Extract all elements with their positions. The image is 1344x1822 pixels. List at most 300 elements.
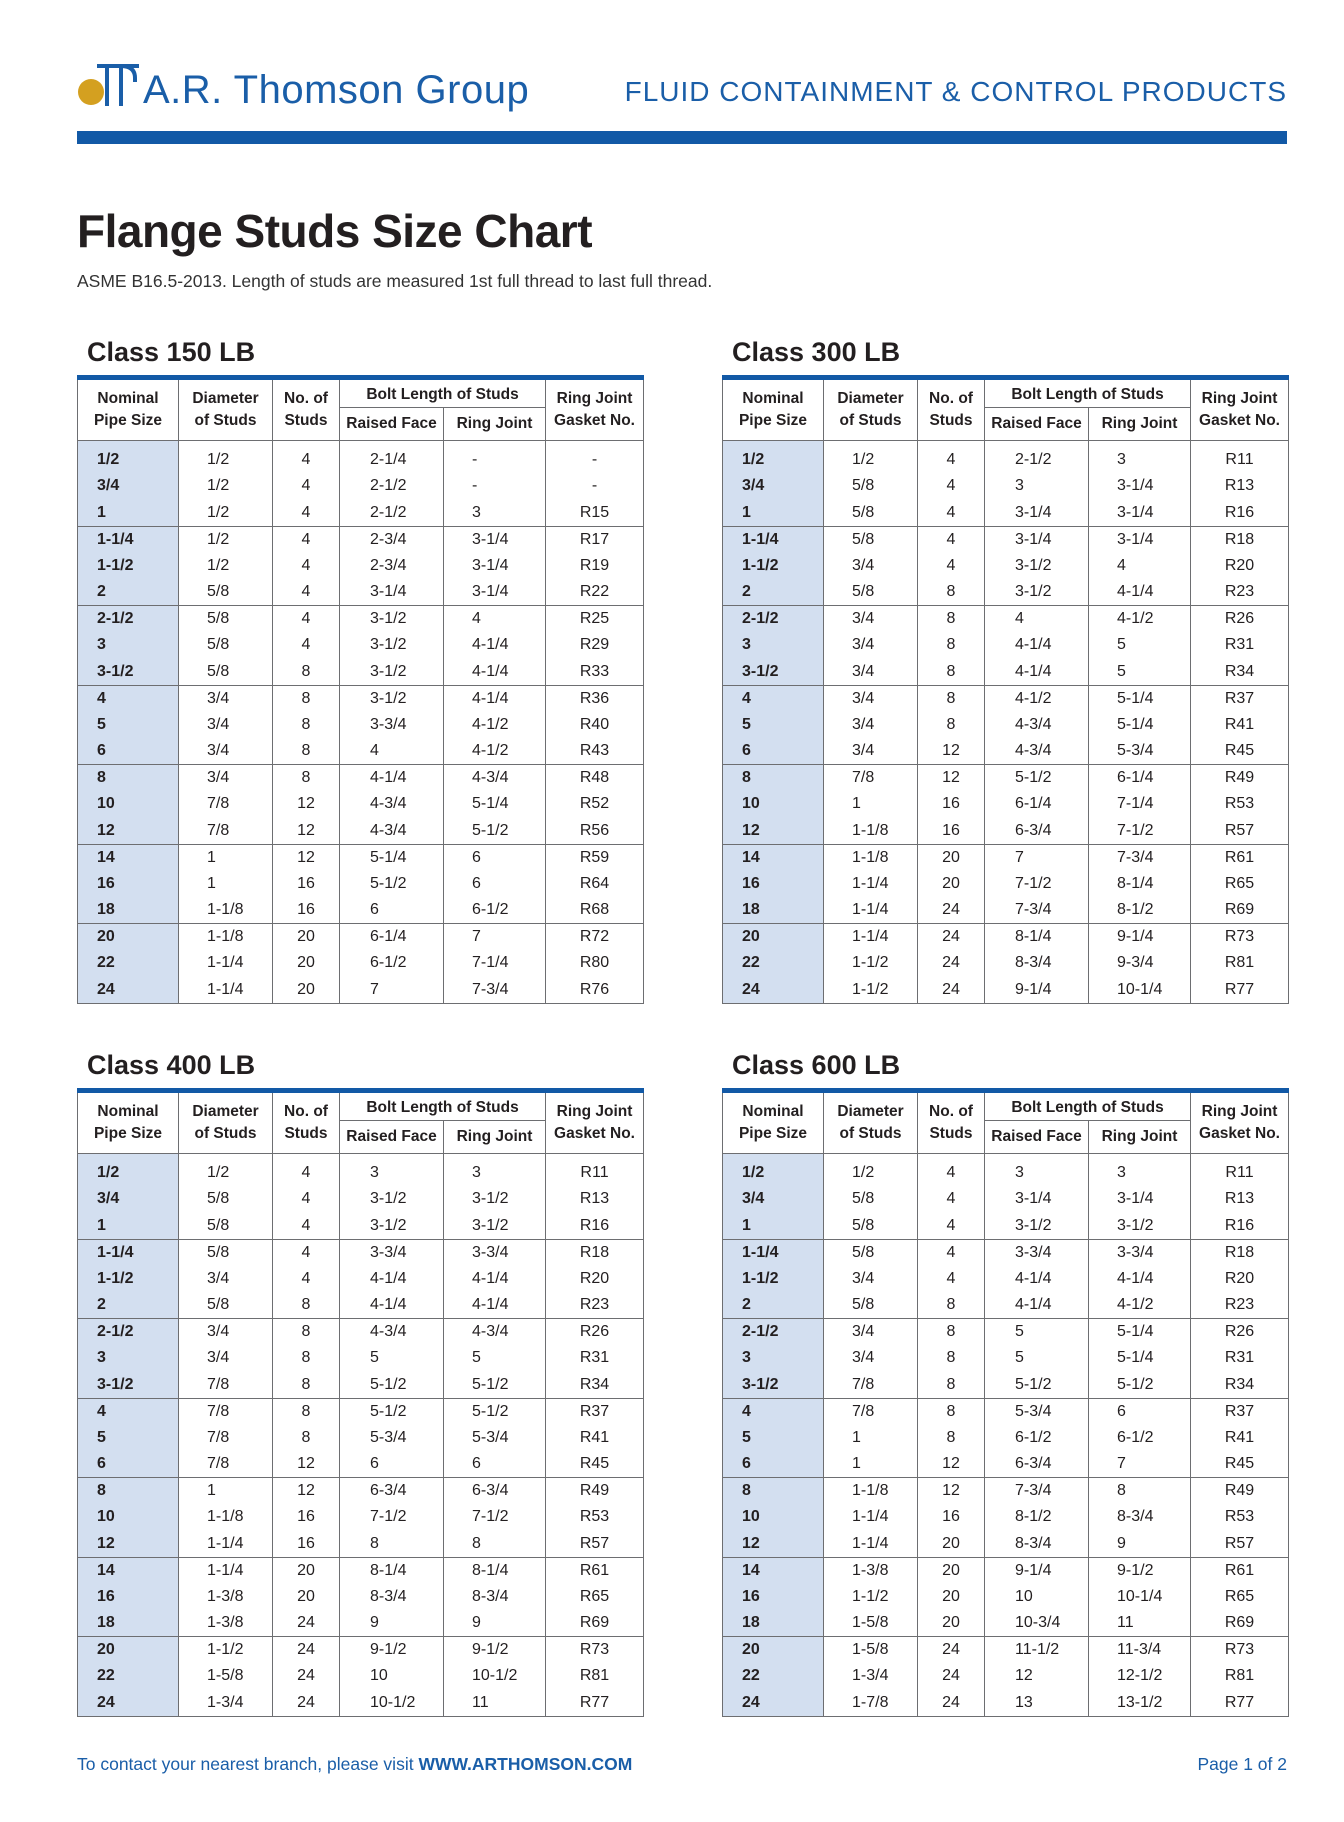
table-row: [723, 1266, 1289, 1293]
raised-face-length-cell: 4-1/4: [340, 1266, 444, 1293]
table-row: [78, 1478, 644, 1505]
raised-face-length-cell: 10: [340, 1663, 444, 1690]
gasket-number-cell: R76: [546, 977, 644, 1004]
header-rule: [77, 131, 1287, 144]
stud-diameter-cell: 3/4: [824, 712, 918, 739]
stud-diameter-cell: 1: [824, 791, 918, 818]
raised-face-length-cell: 5-1/2: [340, 1398, 444, 1425]
nominal-pipe-size-cell: 24: [78, 977, 179, 1004]
table-row: [723, 1663, 1289, 1690]
tagline: FLUID CONTAINMENT & CONTROL PRODUCTS: [624, 76, 1287, 107]
ring-joint-length-cell: 10-1/4: [1089, 1584, 1191, 1611]
stud-diameter-cell: 3/4: [824, 1266, 918, 1293]
nominal-pipe-size-cell: 1: [78, 500, 179, 527]
stud-count-cell: 8: [918, 1292, 985, 1319]
header-line: Nominal: [742, 1103, 804, 1120]
ring-joint-length-cell: 4-1/2: [444, 738, 546, 765]
stud-diameter-cell: 5/8: [824, 500, 918, 527]
table-row: [723, 1345, 1289, 1372]
table-row: [78, 1451, 644, 1478]
nominal-pipe-size-cell: 10: [723, 1504, 824, 1531]
gasket-number-cell: R37: [546, 1398, 644, 1425]
brand-name: A.R. Thomson Group: [143, 68, 530, 112]
stud-diameter-cell: 5/8: [824, 1292, 918, 1319]
gasket-number-cell: R45: [1191, 738, 1289, 765]
ring-joint-length-cell: 4-3/4: [444, 765, 546, 792]
page-number: Page 1 of 2: [1197, 1754, 1287, 1774]
gasket-number-cell: R69: [1191, 897, 1289, 924]
ring-joint-length-cell: 3-1/4: [444, 526, 546, 553]
stud-count-cell: 20: [918, 1610, 985, 1637]
flange-studs-table: [722, 1088, 1289, 1717]
stud-count-cell: 8: [273, 712, 340, 739]
raised-face-header: Raised Face: [985, 408, 1089, 441]
raised-face-length-cell: 4: [985, 606, 1089, 633]
stud-diameter-cell: 1-1/2: [824, 1584, 918, 1611]
stud-diameter-cell: 1-1/8: [179, 924, 273, 951]
ring-joint-length-cell: 5-1/2: [444, 1372, 546, 1399]
class-title: Class 150 LB: [87, 337, 256, 367]
gasket-number-cell: R34: [1191, 1372, 1289, 1399]
gasket-number-cell: R15: [546, 500, 644, 527]
raised-face-length-cell: 6-3/4: [985, 1451, 1089, 1478]
raised-face-length-cell: 3-1/4: [985, 526, 1089, 553]
nominal-pipe-size-cell: 3-1/2: [78, 659, 179, 686]
nominal-pipe-size-cell: 5: [723, 712, 824, 739]
stud-count-cell: 12: [273, 1451, 340, 1478]
nominal-pipe-size-cell: 2: [723, 1292, 824, 1319]
table-row: [78, 897, 644, 924]
stud-count-cell: 8: [273, 1292, 340, 1319]
stud-count-cell: 4: [273, 473, 340, 500]
stud-count-cell: 4: [273, 500, 340, 527]
header-line: Ring Joint: [556, 390, 633, 407]
raised-face-length-cell: 3-1/2: [985, 1213, 1089, 1240]
ring-joint-length-cell: 4-1/4: [444, 685, 546, 712]
gasket-number-cell: R65: [1191, 1584, 1289, 1611]
ring-joint-length-cell: 4-1/2: [444, 712, 546, 739]
stud-diameter-cell: 5/8: [179, 1292, 273, 1319]
ring-joint-length-cell: 7-1/4: [1089, 791, 1191, 818]
raised-face-length-cell: 3-3/4: [340, 1239, 444, 1266]
stud-diameter-cell: 1-7/8: [824, 1690, 918, 1717]
ring-joint-length-cell: 3-1/2: [444, 1186, 546, 1213]
table-row: [78, 632, 644, 659]
stud-diameter-cell: 1/2: [179, 473, 273, 500]
gasket-number-cell: R52: [546, 791, 644, 818]
raised-face-length-cell: 2-1/2: [985, 441, 1089, 474]
stud-count-cell: 12: [918, 1478, 985, 1505]
stud-diameter-cell: 1/2: [179, 500, 273, 527]
nominal-pipe-size-cell: 16: [78, 1584, 179, 1611]
stud-count-cell: 20: [918, 1531, 985, 1558]
raised-face-length-cell: 2-1/2: [340, 473, 444, 500]
stud-diameter-cell: 3/4: [824, 738, 918, 765]
table-row: [723, 659, 1289, 686]
gasket-header: [546, 1091, 644, 1154]
gasket-number-cell: R61: [1191, 844, 1289, 871]
table-row: [723, 871, 1289, 898]
stud-diameter-cell: 5/8: [824, 1213, 918, 1240]
footer-contact-text: To contact your nearest branch, please visit: [77, 1754, 414, 1774]
header-line: Pipe Size: [93, 412, 163, 429]
table-row: [78, 1213, 644, 1240]
table-row: [78, 1154, 644, 1187]
raised-face-length-cell: 6: [340, 897, 444, 924]
gasket-number-cell: R18: [1191, 526, 1289, 553]
stud-diameter-cell: 3/4: [824, 553, 918, 580]
diameter-header: [179, 1091, 273, 1154]
ring-joint-length-cell: 8-1/2: [1089, 897, 1191, 924]
ring-joint-length-cell: 6: [444, 871, 546, 898]
gasket-number-cell: R56: [546, 818, 644, 845]
ring-joint-length-cell: 6-3/4: [444, 1478, 546, 1505]
raised-face-length-cell: 4-1/4: [340, 1292, 444, 1319]
ring-joint-length-cell: 5-1/4: [1089, 1319, 1191, 1346]
stud-diameter-cell: 5/8: [824, 473, 918, 500]
table-row: [78, 1531, 644, 1558]
stud-count-cell: 4: [918, 441, 985, 474]
gasket-number-cell: R20: [1191, 553, 1289, 580]
stud-diameter-cell: 1: [179, 844, 273, 871]
stud-count-cell: 4: [918, 473, 985, 500]
gasket-number-cell: R40: [546, 712, 644, 739]
table-row: [723, 897, 1289, 924]
stud-count-cell: 12: [273, 818, 340, 845]
nominal-pipe-size-cell: 12: [78, 818, 179, 845]
table-row: [78, 1319, 644, 1346]
stud-diameter-cell: 7/8: [824, 1398, 918, 1425]
ring-joint-length-cell: 4-1/2: [1089, 1292, 1191, 1319]
stud-diameter-cell: 1-1/4: [824, 1531, 918, 1558]
gasket-number-cell: R53: [1191, 791, 1289, 818]
header-line: Nominal: [97, 1103, 159, 1120]
stud-diameter-cell: 1-1/4: [179, 977, 273, 1004]
header-line: Pipe Size: [738, 412, 808, 429]
nominal-pipe-size-cell: 14: [723, 844, 824, 871]
nominal-pipe-size-cell: 4: [723, 1398, 824, 1425]
ring-joint-length-cell: 8: [444, 1531, 546, 1558]
stud-diameter-cell: 7/8: [179, 1372, 273, 1399]
raised-face-length-cell: 3-3/4: [340, 712, 444, 739]
ring-joint-length-cell: -: [444, 473, 546, 500]
ring-joint-length-cell: 9-1/4: [1089, 924, 1191, 951]
stud-count-cell: 8: [918, 712, 985, 739]
stud-count-cell: 4: [273, 606, 340, 633]
raised-face-length-cell: 7-3/4: [985, 1478, 1089, 1505]
stud-count-cell: 12: [273, 1478, 340, 1505]
table-row: [78, 1266, 644, 1293]
table-row: [78, 871, 644, 898]
raised-face-length-cell: 5: [340, 1345, 444, 1372]
gasket-number-cell: R81: [546, 1663, 644, 1690]
gasket-number-cell: R13: [1191, 1186, 1289, 1213]
header-line: Diameter: [192, 1103, 259, 1120]
ring-joint-length-cell: 5-1/2: [444, 1398, 546, 1425]
gasket-number-cell: R22: [546, 579, 644, 606]
class-title: Class 600 LB: [732, 1050, 901, 1080]
stud-diameter-cell: 3/4: [824, 606, 918, 633]
nominal-pipe-size-cell: 8: [78, 1478, 179, 1505]
stud-count-header: [918, 378, 985, 441]
raised-face-length-cell: 4-1/4: [985, 1266, 1089, 1293]
gasket-number-cell: R20: [546, 1266, 644, 1293]
stud-diameter-cell: 7/8: [824, 1372, 918, 1399]
ring-joint-length-cell: 8-3/4: [1089, 1504, 1191, 1531]
gasket-number-cell: -: [546, 441, 644, 474]
stud-count-cell: 20: [918, 844, 985, 871]
raised-face-length-cell: 4-1/4: [340, 765, 444, 792]
stud-diameter-cell: 3/4: [179, 765, 273, 792]
stud-diameter-cell: 1/2: [179, 441, 273, 474]
stud-diameter-cell: 5/8: [179, 1239, 273, 1266]
nominal-pipe-size-cell: 18: [723, 1610, 824, 1637]
raised-face-length-cell: 4-3/4: [985, 738, 1089, 765]
bolt-length-header: Bolt Length of Studs: [340, 1091, 546, 1121]
ring-joint-length-cell: 5-1/2: [444, 818, 546, 845]
stud-count-cell: 20: [918, 1584, 985, 1611]
stud-count-cell: 4: [273, 1154, 340, 1187]
flange-studs-table: [722, 375, 1289, 1004]
gasket-number-cell: R13: [546, 1186, 644, 1213]
table-row: [78, 924, 644, 951]
gasket-number-cell: R17: [546, 526, 644, 553]
header-line: Studs: [929, 1125, 973, 1142]
ring-joint-length-cell: 7: [444, 924, 546, 951]
table-row: [78, 441, 644, 474]
raised-face-length-cell: 6-1/2: [985, 1425, 1089, 1452]
raised-face-length-cell: 8-1/4: [340, 1557, 444, 1584]
raised-face-header: Raised Face: [340, 408, 444, 441]
header-line: Diameter: [837, 390, 904, 407]
stud-diameter-cell: 5/8: [179, 632, 273, 659]
ring-joint-length-cell: 5: [1089, 659, 1191, 686]
raised-face-length-cell: 4-3/4: [340, 1319, 444, 1346]
gasket-number-cell: R11: [1191, 1154, 1289, 1187]
raised-face-length-cell: 3-1/2: [340, 659, 444, 686]
table-row: [723, 844, 1289, 871]
ring-joint-length-cell: 7-3/4: [1089, 844, 1191, 871]
stud-count-cell: 20: [273, 1557, 340, 1584]
ring-joint-length-cell: 6: [444, 1451, 546, 1478]
gasket-number-cell: R68: [546, 897, 644, 924]
stud-diameter-cell: 1-1/2: [824, 977, 918, 1004]
stud-count-cell: 12: [273, 791, 340, 818]
stud-diameter-cell: 1-3/8: [179, 1584, 273, 1611]
stud-diameter-cell: 1/2: [179, 526, 273, 553]
raised-face-length-cell: 3: [985, 1154, 1089, 1187]
raised-face-length-cell: 4-1/4: [985, 632, 1089, 659]
table-row: [78, 765, 644, 792]
raised-face-length-cell: 9-1/4: [985, 1557, 1089, 1584]
table-row: [723, 950, 1289, 977]
ring-joint-length-cell: 7-1/4: [444, 950, 546, 977]
nominal-pipe-size-cell: 22: [78, 1663, 179, 1690]
stud-count-cell: 8: [273, 1372, 340, 1399]
ring-joint-length-cell: 9-1/2: [1089, 1557, 1191, 1584]
header-line: Gasket No.: [1199, 412, 1280, 429]
gasket-number-cell: R29: [546, 632, 644, 659]
gasket-number-cell: R23: [1191, 1292, 1289, 1319]
table-row: [78, 1637, 644, 1664]
gasket-number-cell: R19: [546, 553, 644, 580]
nominal-pipe-size-cell: 22: [723, 950, 824, 977]
raised-face-length-cell: 5-3/4: [985, 1398, 1089, 1425]
gasket-number-cell: R11: [1191, 441, 1289, 474]
raised-face-length-cell: 8-1/2: [985, 1504, 1089, 1531]
raised-face-length-cell: 8-3/4: [340, 1584, 444, 1611]
ring-joint-length-cell: 3-3/4: [444, 1239, 546, 1266]
bolt-length-header: Bolt Length of Studs: [985, 1091, 1191, 1121]
stud-count-cell: 4: [918, 1186, 985, 1213]
stud-diameter-cell: 7/8: [824, 765, 918, 792]
raised-face-length-cell: 12: [985, 1663, 1089, 1690]
raised-face-length-cell: 6-3/4: [985, 818, 1089, 845]
stud-count-cell: 12: [273, 844, 340, 871]
nominal-pipe-size-cell: 3: [78, 1345, 179, 1372]
stud-count-cell: 20: [273, 924, 340, 951]
stud-count-cell: 4: [273, 441, 340, 474]
header-line: Studs: [284, 1125, 328, 1142]
stud-diameter-cell: 1/2: [179, 553, 273, 580]
stud-diameter-cell: 7/8: [179, 818, 273, 845]
stud-count-cell: 24: [918, 977, 985, 1004]
gasket-header: [1191, 378, 1289, 441]
stud-count-cell: 8: [273, 1319, 340, 1346]
gasket-number-cell: R11: [546, 1154, 644, 1187]
table-row: [723, 1584, 1289, 1611]
table-row: [723, 712, 1289, 739]
raised-face-length-cell: 7-1/2: [340, 1504, 444, 1531]
ring-joint-length-cell: 4-1/2: [1089, 606, 1191, 633]
diameter-header: [824, 1091, 918, 1154]
stud-count-cell: 8: [918, 606, 985, 633]
ring-joint-length-cell: 8-1/4: [1089, 871, 1191, 898]
table-row: [78, 473, 644, 500]
stud-diameter-cell: 7/8: [179, 1451, 273, 1478]
gasket-number-cell: R13: [1191, 473, 1289, 500]
nominal-pipe-size-cell: 1-1/4: [78, 1239, 179, 1266]
stud-count-header: [273, 378, 340, 441]
website-link[interactable]: WWW.ARTHOMSON.COM: [418, 1754, 633, 1774]
diameter-header: [824, 378, 918, 441]
nominal-pipe-size-cell: 1-1/2: [723, 553, 824, 580]
ring-joint-header: Ring Joint: [1089, 408, 1191, 441]
header-line: Gasket No.: [554, 412, 635, 429]
nominal-pipe-size-cell: 3: [723, 1345, 824, 1372]
ring-joint-length-cell: 3-1/4: [1089, 500, 1191, 527]
nominal-pipe-size-cell: 6: [78, 1451, 179, 1478]
ring-joint-length-cell: 6-1/2: [1089, 1425, 1191, 1452]
stud-count-cell: 24: [273, 1690, 340, 1717]
nominal-pipe-size-cell: 18: [78, 897, 179, 924]
ring-joint-length-cell: 3-1/2: [444, 1213, 546, 1240]
table-row: [723, 791, 1289, 818]
gasket-number-cell: R53: [1191, 1504, 1289, 1531]
nominal-pipe-size-cell: 2-1/2: [78, 606, 179, 633]
nominal-pipe-size-cell: 1-1/2: [723, 1266, 824, 1293]
table-row: [723, 1610, 1289, 1637]
stud-diameter-cell: 3/4: [179, 712, 273, 739]
nominal-pipe-size-cell: 1-1/2: [78, 553, 179, 580]
stud-diameter-cell: 7/8: [179, 791, 273, 818]
nominal-pipe-size-cell: 12: [78, 1531, 179, 1558]
raised-face-length-cell: 5-3/4: [340, 1425, 444, 1452]
table-row: [723, 1372, 1289, 1399]
nominal-pipe-size-cell: 3: [723, 632, 824, 659]
raised-face-length-cell: 10: [985, 1584, 1089, 1611]
raised-face-length-cell: 5: [985, 1319, 1089, 1346]
table-row: [723, 1504, 1289, 1531]
stud-diameter-cell: 3/4: [824, 1345, 918, 1372]
raised-face-length-cell: 3-1/4: [985, 500, 1089, 527]
raised-face-length-cell: 9-1/2: [340, 1637, 444, 1664]
nominal-pipe-size-cell: 1: [78, 1213, 179, 1240]
gasket-number-cell: R16: [1191, 1213, 1289, 1240]
stud-diameter-cell: 1-1/8: [179, 897, 273, 924]
stud-diameter-cell: 1-1/4: [824, 897, 918, 924]
raised-face-length-cell: 4-1/4: [985, 659, 1089, 686]
nominal-pipe-size-header: [78, 1091, 179, 1154]
ring-joint-length-cell: 3: [444, 1154, 546, 1187]
stud-diameter-cell: 1-1/4: [179, 1557, 273, 1584]
table-row: [78, 526, 644, 553]
gasket-number-cell: R72: [546, 924, 644, 951]
stud-count-cell: 8: [918, 685, 985, 712]
stud-diameter-cell: 3/4: [824, 632, 918, 659]
stud-count-cell: 16: [918, 1504, 985, 1531]
stud-diameter-cell: 5/8: [179, 659, 273, 686]
stud-count-cell: 8: [918, 659, 985, 686]
raised-face-length-cell: 3-1/2: [985, 579, 1089, 606]
table-row: [78, 606, 644, 633]
header-line: No. of: [929, 1103, 973, 1120]
table-row: [723, 1531, 1289, 1558]
gasket-number-cell: R57: [546, 1531, 644, 1558]
ring-joint-length-cell: 4-1/4: [444, 1292, 546, 1319]
raised-face-length-cell: 3-1/2: [340, 606, 444, 633]
raised-face-length-cell: 8-3/4: [985, 950, 1089, 977]
raised-face-length-cell: 9-1/4: [985, 977, 1089, 1004]
nominal-pipe-size-header: [78, 378, 179, 441]
raised-face-length-cell: 6-3/4: [340, 1478, 444, 1505]
stud-diameter-cell: 5/8: [179, 1213, 273, 1240]
table-row: [78, 712, 644, 739]
ring-joint-length-cell: 3: [444, 500, 546, 527]
gasket-number-cell: R65: [546, 1584, 644, 1611]
ring-joint-length-cell: 3: [1089, 1154, 1191, 1187]
nominal-pipe-size-cell: 3/4: [78, 1186, 179, 1213]
nominal-pipe-size-cell: 4: [78, 1398, 179, 1425]
stud-count-cell: 8: [273, 765, 340, 792]
ring-joint-length-cell: 3-1/4: [444, 579, 546, 606]
gasket-number-cell: R57: [1191, 1531, 1289, 1558]
stud-count-cell: 8: [918, 1372, 985, 1399]
raised-face-length-cell: 3: [340, 1154, 444, 1187]
flange-studs-table: [77, 1088, 644, 1717]
ring-joint-length-cell: 7-3/4: [444, 977, 546, 1004]
table-row: [723, 977, 1289, 1004]
raised-face-length-cell: 3-1/2: [340, 1213, 444, 1240]
gasket-number-cell: R33: [546, 659, 644, 686]
raised-face-length-cell: 2-1/4: [340, 441, 444, 474]
nominal-pipe-size-cell: 1/2: [78, 1154, 179, 1187]
ring-joint-length-cell: -: [444, 441, 546, 474]
stud-count-cell: 20: [273, 977, 340, 1004]
stud-count-cell: 8: [918, 1425, 985, 1452]
stud-diameter-cell: 1: [179, 871, 273, 898]
nominal-pipe-size-cell: 16: [723, 1584, 824, 1611]
